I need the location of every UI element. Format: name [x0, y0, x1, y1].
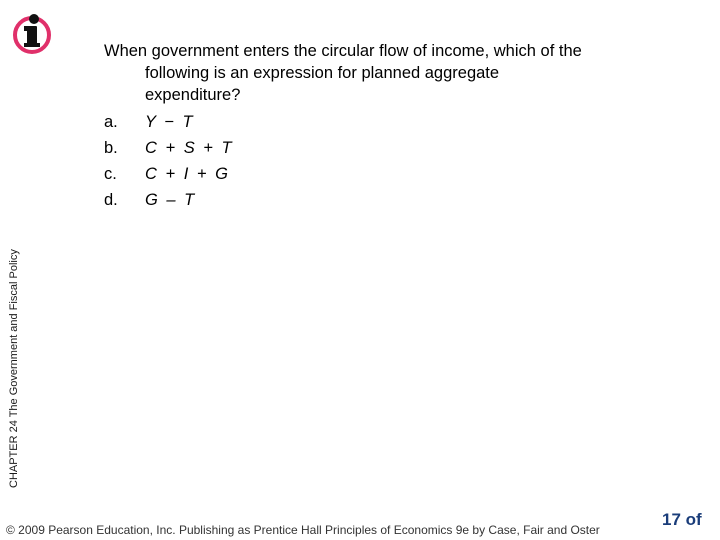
answer-letter: c. — [104, 165, 117, 183]
question-line-2: following is an expression for planned aggregate — [145, 64, 500, 82]
question-text — [104, 40, 664, 106]
answer-letter: b. — [104, 139, 118, 157]
answer-expression: G – T — [145, 191, 197, 209]
question-line-1: When government enters the circular flow of income, which of the — [104, 42, 582, 60]
page-number: 17 of — [662, 510, 702, 529]
answer-expression: C + I + G — [145, 165, 230, 183]
answer-letter: d. — [104, 191, 118, 209]
answer-expression: Y − T — [145, 113, 195, 131]
chapter-side-label: CHAPTER 24 The Government and Fiscal Policy — [8, 249, 20, 488]
copyright-footer: © 2009 Pearson Education, Inc. Publishing as Prentice Hall Principles of Economics 9e by Case, Fair and Oster — [6, 523, 600, 537]
info-person-icon — [8, 12, 58, 56]
answer-expression: C + S + T — [145, 139, 234, 157]
question-line-3: expenditure? — [145, 86, 241, 104]
answer-letter: a. — [104, 113, 118, 131]
